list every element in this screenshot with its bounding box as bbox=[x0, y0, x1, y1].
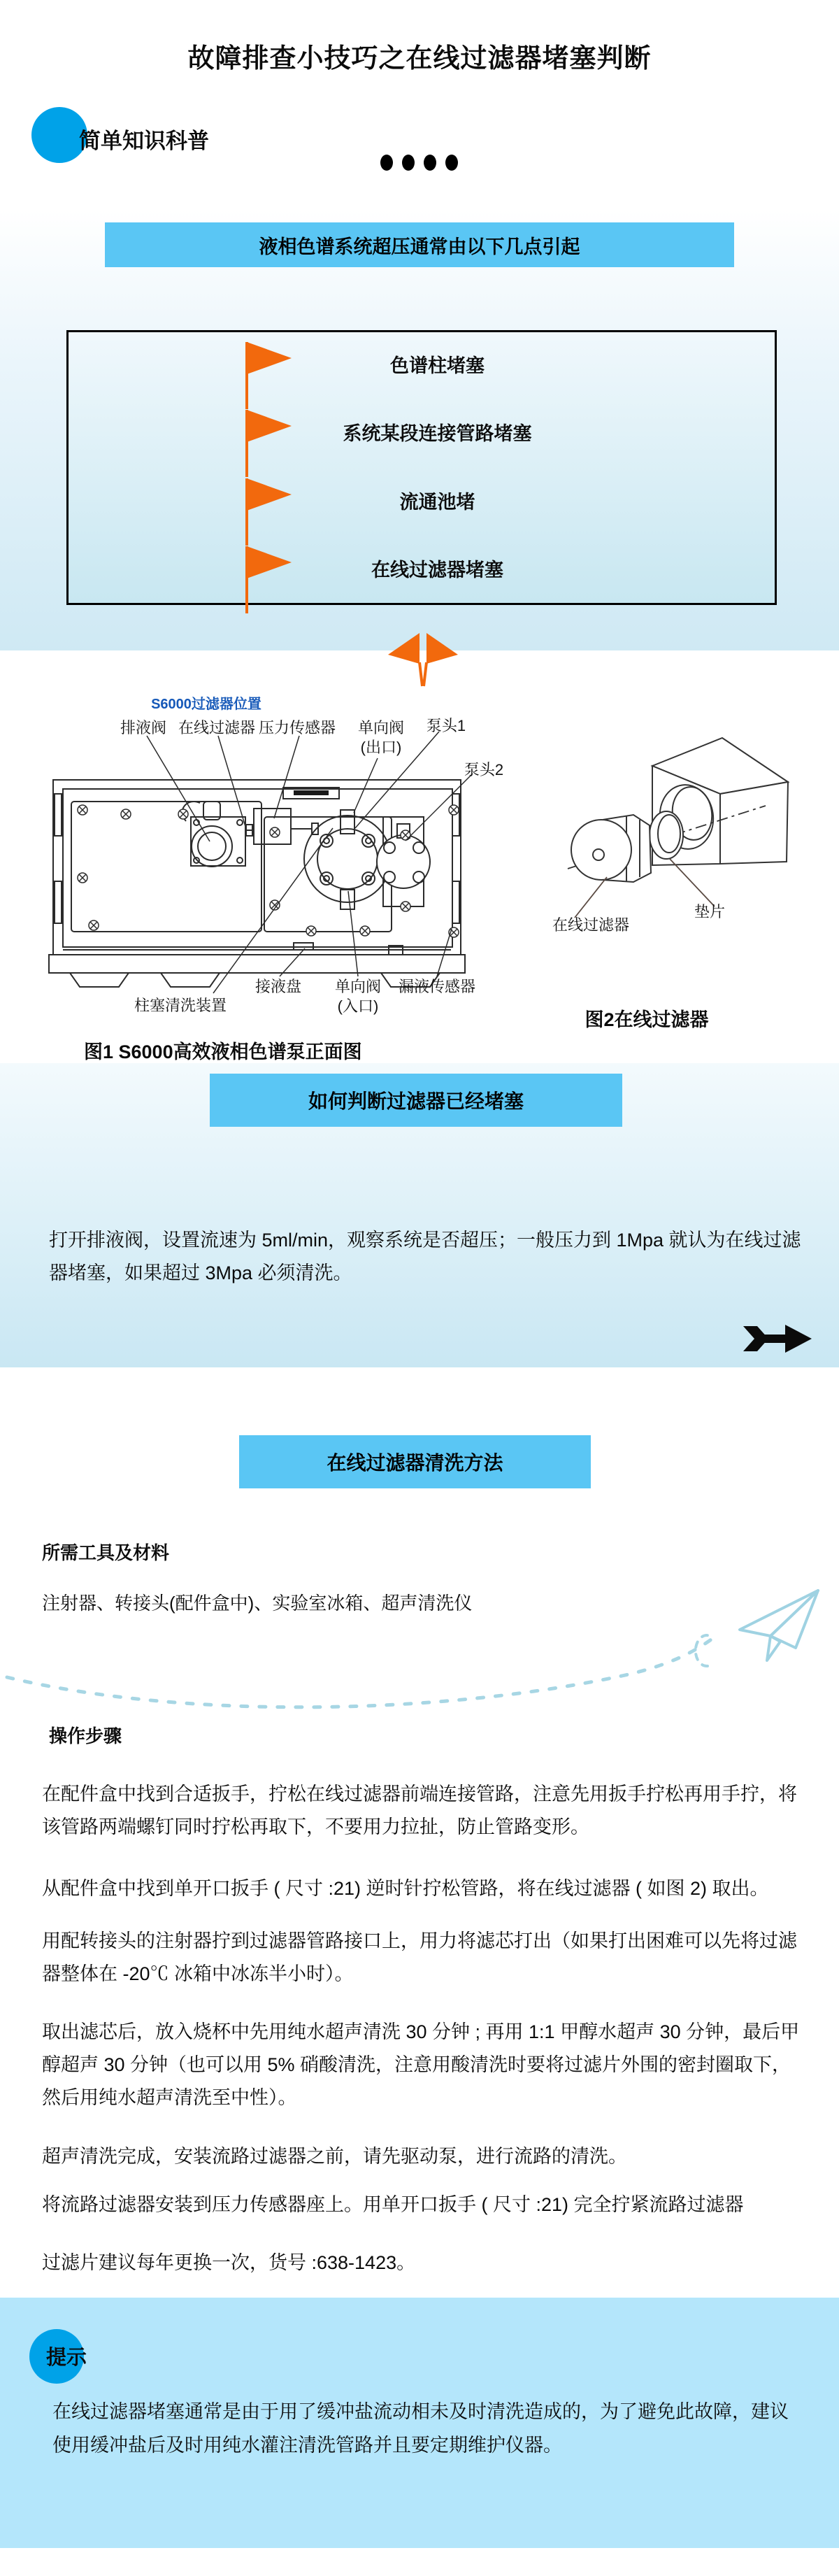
banner-clean: 在线过滤器清洗方法 bbox=[239, 1435, 591, 1488]
cause-row bbox=[69, 488, 775, 516]
banner-causes: 液相色谱系统超压通常由以下几点引起 bbox=[105, 222, 734, 267]
fig2-label-online-filter: 在线过滤器 bbox=[552, 916, 629, 934]
fig2-caption: 图2在线过滤器 bbox=[585, 1009, 709, 1030]
fig1-label-online-filter: 在线过滤器 bbox=[178, 719, 255, 736]
figures-panel bbox=[0, 671, 839, 1063]
cause-label: 系统某段连接管路堵塞 bbox=[343, 423, 532, 444]
step-item: 将流路过滤器安装到压力传感器座上。用单开口扳手 ( 尺寸 :21) 完全拧紧流路过滤器 bbox=[42, 2194, 744, 2215]
judge-text: 打开排液阀，设置流速为 5ml/min，观察系统是否超压；一般压力到 1Mpa 就认为在线过滤器堵塞，如果超过 3Mpa 必须清洗。 bbox=[49, 1230, 801, 1283]
dot-icon bbox=[402, 155, 415, 171]
badge-label: 简单知识科普 bbox=[79, 129, 209, 153]
dots-divider bbox=[380, 155, 458, 171]
section-causes bbox=[0, 210, 839, 650]
cause-label: 流通池堵 bbox=[399, 492, 475, 513]
fig1-label-pump-head-1: 泵头1 bbox=[426, 717, 466, 734]
fig1-label-leak-sensor: 漏液传感器 bbox=[398, 978, 475, 995]
dot-icon bbox=[445, 155, 458, 171]
arrow-right-icon bbox=[743, 1324, 813, 1353]
banner-judge: 如何判断过滤器已经堵塞 bbox=[210, 1074, 622, 1127]
cause-label: 在线过滤器堵塞 bbox=[371, 560, 503, 581]
fig1-label-pressure-sensor: 压力传感器 bbox=[258, 719, 336, 736]
fig1-label-plunger-wash: 柱塞清洗装置 bbox=[134, 997, 227, 1014]
cause-row bbox=[69, 420, 775, 448]
tools-heading: 所需工具及材料 bbox=[42, 1542, 170, 1563]
fig1-label-check-valve-inlet: 单向阀 (入口) bbox=[334, 978, 381, 1015]
fig1-label-pump-head-2: 泵头2 bbox=[464, 761, 504, 778]
tools-list: 注射器、转接头(配件盒中)、实验室冰箱、超声清洗仪 bbox=[42, 1593, 473, 1614]
dot-icon bbox=[380, 155, 393, 171]
section-judge bbox=[0, 1063, 839, 1367]
step-item: 过滤片建议每年更换一次，货号 :638-1423。 bbox=[42, 2252, 416, 2273]
fig1-position-label: S6000过滤器位置 bbox=[151, 697, 261, 712]
causes-box bbox=[66, 330, 777, 605]
paper-plane-icon bbox=[733, 1586, 827, 1665]
page-title: 故障排查小技巧之在线过滤器堵塞判断 bbox=[187, 44, 652, 73]
dot-icon bbox=[424, 155, 436, 171]
fig1-label-drip-tray: 接液盘 bbox=[254, 978, 301, 995]
section-tip bbox=[0, 2298, 839, 2548]
cause-row bbox=[69, 556, 775, 584]
steps-heading: 操作步骤 bbox=[49, 1725, 122, 1746]
step-item: 取出滤芯后，放入烧杯中先用纯水超声清洗 30 分钟 ; 再用 1:1 甲醇水超声 30 分钟，最后甲醇超声 30 分钟（也可以用 5% 硝酸清洗，注意用酸清洗时要将过滤片外围的密封圈取下，然后用纯水超声清洗至中性）。 bbox=[42, 2021, 800, 2108]
dashed-trail-icon bbox=[0, 1623, 839, 1721]
fig1-label-check-valve-outlet: 单向阀 (出口) bbox=[357, 719, 404, 756]
tip-label: 提示 bbox=[46, 2347, 87, 2369]
step-item: 用配转接头的注射器拧到过滤器管路接口上，用力将滤芯打出（如果打出困难可以先将过滤器整体在 -20℃ 冰箱中冰冻半小时）。 bbox=[42, 1930, 797, 1984]
step-item: 在配件盒中找到合适扳手，拧松在线过滤器前端连接管路，注意先用扳手拧松再用手拧，将该管路两端螺钉同时拧松再取下，不要用力拉扯，防止管路变形。 bbox=[42, 1784, 797, 1837]
tip-text: 在线过滤器堵塞通常是由于用了缓冲盐流动相未及时清洗造成的，为了避免此故障，建议使用缓冲盐后及时用纯水灌注清洗管路并且要定期维护仪器。 bbox=[52, 2401, 789, 2456]
cause-row bbox=[69, 352, 775, 380]
cause-label: 色谱柱堵塞 bbox=[390, 355, 485, 376]
fig2-label-gasket: 垫片 bbox=[694, 903, 725, 920]
step-item: 超声清洗完成，安装流路过滤器之前，请先驱动泵，进行流路的清洗。 bbox=[42, 2146, 627, 2167]
fig1-caption: 图1 S6000高效液相色谱泵正面图 bbox=[84, 1041, 362, 1062]
fig1-label-drain-valve: 排液阀 bbox=[120, 719, 166, 736]
step-item: 从配件盒中找到单开口扳手 ( 尺寸 :21) 逆时针拧松管路，将在线过滤器 ( 如图 2) 取出。 bbox=[42, 1878, 769, 1899]
